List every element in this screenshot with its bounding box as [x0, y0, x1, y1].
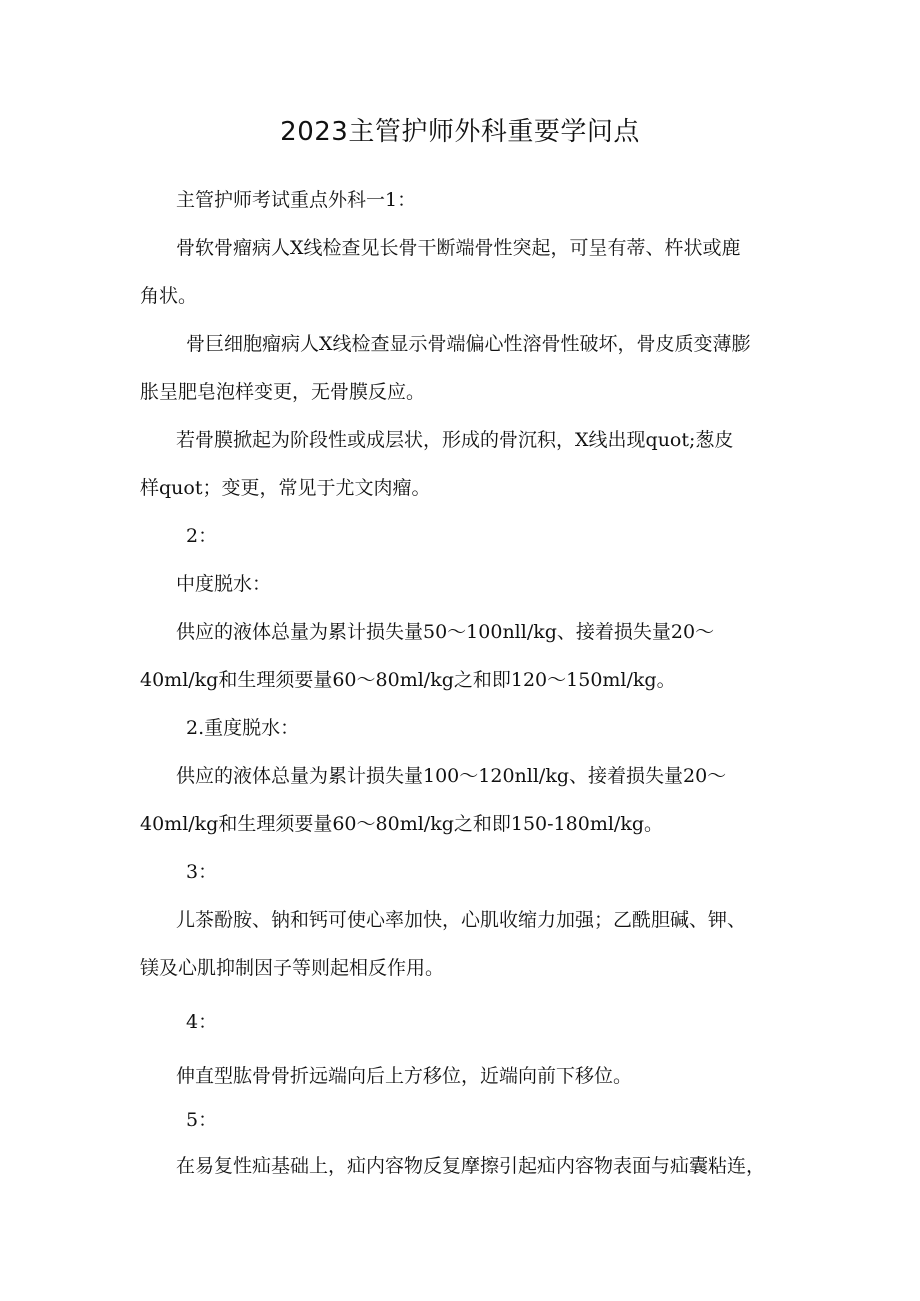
- text-line-osteochondroma-cont: 角状。: [140, 285, 198, 307]
- text-line-catecholamine: 儿茶酚胺、钠和钙可使心率加快，心肌收缩力加强；乙酰胆碱、钾、: [176, 909, 747, 931]
- text-line-section-1-heading: 主管护师考试重点外科一1：: [176, 189, 417, 211]
- text-line-section-2-heading: 2：: [186, 525, 218, 547]
- text-line-catecholamine-cont: 镁及心肌抑制因子等则起相反作用。: [140, 957, 445, 979]
- text-line-moderate-fluid-cont: 40ml/kg和生理须要量60～80ml/kg之和即120～150ml/kg。: [140, 669, 676, 691]
- text-line-section-3-heading: 3：: [186, 861, 218, 883]
- text-line-section-4-heading: 4：: [186, 1011, 218, 1033]
- text-line-moderate-dehydration: 中度脱水：: [176, 573, 272, 595]
- text-line-periosteum: 若骨膜掀起为阶段性或成层状，形成的骨沉积，X线出现quot;葱皮: [176, 429, 734, 451]
- text-line-osteochondroma: 骨软骨瘤病人X线检查见长骨干断端骨性突起，可呈有蒂、杵状或鹿: [176, 237, 741, 259]
- text-line-hernia: 在易复性疝基础上，疝内容物反复摩擦引起疝内容物表面与疝囊粘连，: [176, 1155, 766, 1177]
- text-line-severe-dehydration: 2.重度脱水：: [186, 717, 300, 739]
- text-line-giant-cell-tumor: 骨巨细胞瘤病人X线检查显示骨端偏心性溶骨性破坏，骨皮质变薄膨: [186, 333, 751, 355]
- text-line-severe-fluid: 供应的液体总量为累计损失量100～120nll/kg、接着损失量20～: [176, 765, 727, 787]
- text-line-moderate-fluid: 供应的液体总量为累计损失量50～100nll/kg、接着损失量20～: [176, 621, 715, 643]
- text-line-humerus-fracture: 伸直型肱骨骨折远端向后上方移位，近端向前下移位。: [176, 1065, 633, 1087]
- text-line-section-5-heading: 5：: [186, 1109, 218, 1131]
- text-line-periosteum-cont: 样quot；变更，常见于尤文肉瘤。: [140, 477, 431, 499]
- document-title: 2023主管护师外科重要学问点: [280, 117, 640, 147]
- text-line-giant-cell-tumor-cont: 胀呈肥皂泡样变更，无骨膜反应。: [140, 381, 426, 403]
- text-line-severe-fluid-cont: 40ml/kg和生理须要量60～80ml/kg之和即150-180ml/kg。: [140, 813, 663, 835]
